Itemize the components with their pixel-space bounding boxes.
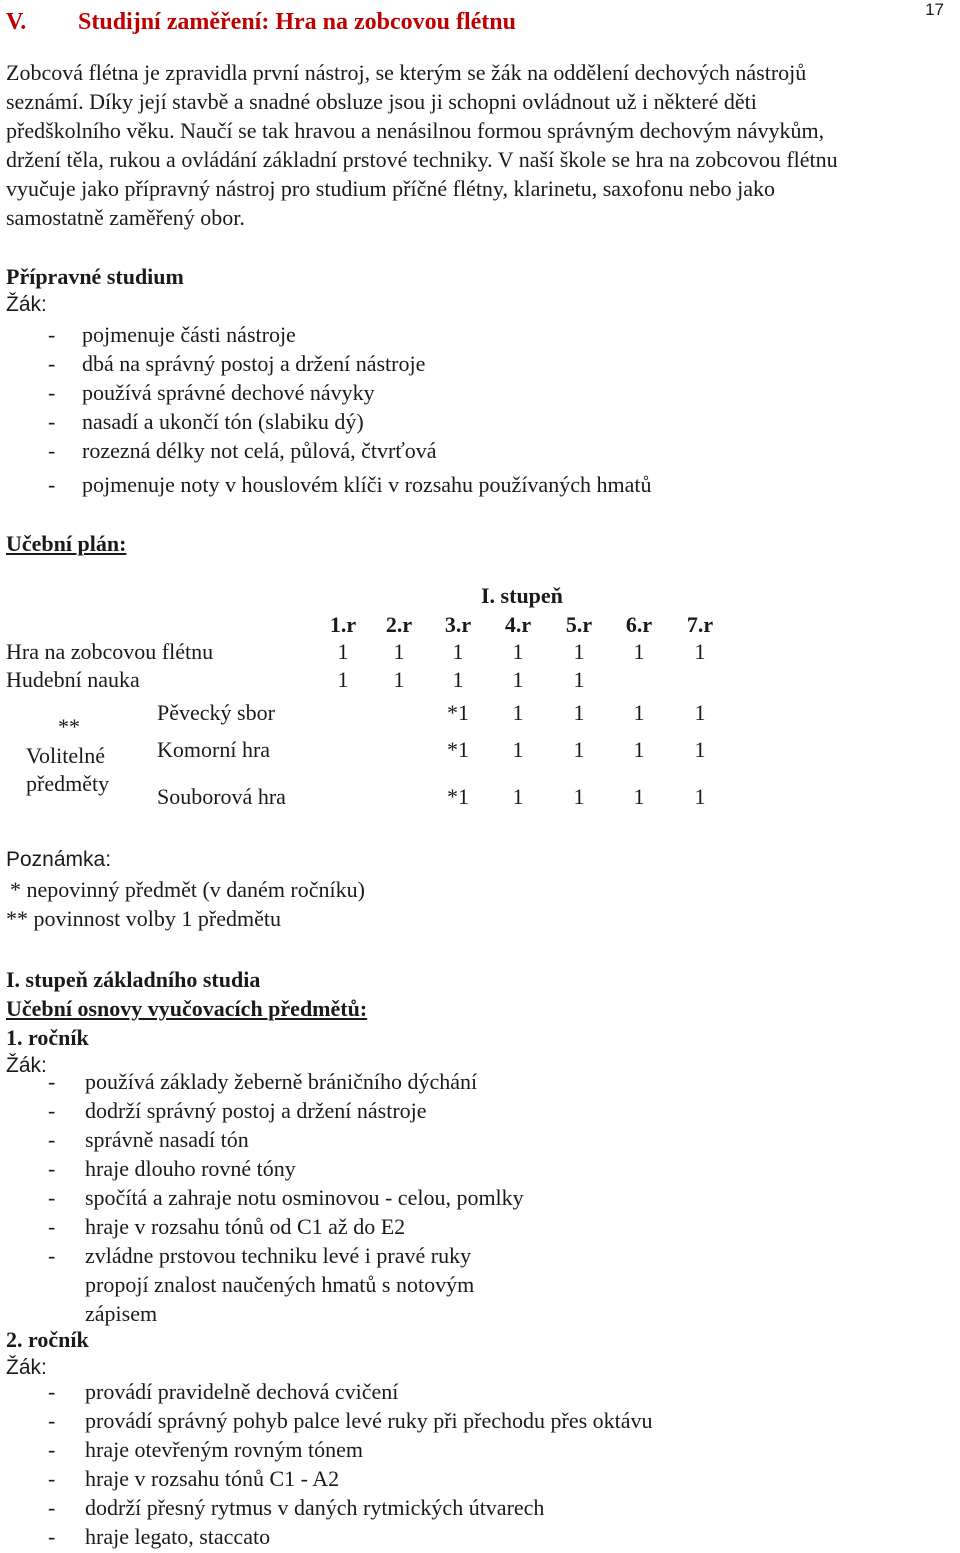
intro-line: Zobcová flétna je zpravidla první nástroj, se kterým se žák na oddělení dechových nástrojů: [6, 60, 807, 85]
elective-row-label: Souborová hra: [157, 784, 286, 809]
intro-line: seznámí. Díky její stavbě a snadné obsluze jsou ji schopni ovládnout už i některé děti: [6, 89, 757, 114]
dash: -: [48, 1466, 56, 1491]
basic-title: I. stupeň základního studia: [6, 967, 261, 992]
year-header: 5.r: [565, 612, 593, 637]
dash: -: [48, 322, 56, 347]
list-item: pojmenuje noty v houslovém klíči v rozsahu používaných hmatů: [82, 472, 652, 497]
cell: *1: [447, 737, 469, 762]
intro-line: držení těla, rukou a ovládání základní prstové techniky. V naší škole se hra na zobcovou flétnu: [6, 147, 838, 172]
intro-line: předškolního věku. Naučí se tak hravou a nenásilnou formou správným dechovým návykům,: [6, 118, 825, 143]
intro-line: samostatně zaměřený obor.: [6, 205, 245, 230]
list-item: správně nasadí tón: [85, 1127, 249, 1152]
year1-title: 1. ročník: [6, 1025, 89, 1050]
cell: 1: [512, 700, 524, 725]
row-label: Hra na zobcovou flétnu: [6, 639, 214, 664]
cell: 1: [694, 700, 706, 725]
list-item: hraje dlouho rovné tóny: [85, 1156, 296, 1181]
dash: -: [48, 438, 56, 463]
dash: -: [48, 472, 56, 497]
cell: 1: [694, 639, 706, 664]
cell: 1: [512, 784, 524, 809]
elective-marker: **: [58, 714, 80, 739]
list-item: dodrží správný postoj a držení nástroje: [85, 1098, 427, 1123]
cell: *1: [447, 700, 469, 725]
list-item: dodrží přesný rytmus v daných rytmických útvarech: [85, 1495, 545, 1520]
cell: 1: [633, 737, 645, 762]
list-item: dbá na správný postoj a držení nástroje: [82, 351, 426, 376]
list-item-continuation: zápisem: [85, 1301, 158, 1326]
plan-title: Učební plán:: [6, 531, 127, 556]
cell: 1: [573, 667, 585, 692]
list-item: hraje v rozsahu tónů C1 - A2: [85, 1466, 340, 1491]
dash: -: [48, 1408, 56, 1433]
page-number: 17: [925, 0, 944, 19]
cell: 1: [393, 639, 405, 664]
year-header: 3.r: [444, 612, 472, 637]
cell: 1: [633, 700, 645, 725]
cell: 1: [573, 700, 585, 725]
dash: -: [48, 1214, 56, 1239]
elective-label: předměty: [26, 771, 110, 796]
year1-student-label: Žák:: [6, 1054, 47, 1077]
cell: 1: [573, 737, 585, 762]
list-item: rozezná délky not celá, půlová, čtvrťová: [82, 438, 437, 463]
list-item: provádí pravidelně dechová cvičení: [85, 1379, 399, 1404]
dash: -: [48, 1185, 56, 1210]
list-item: pojmenuje části nástroje: [82, 322, 296, 347]
dash: -: [48, 351, 56, 376]
row-label: Hudební nauka: [6, 667, 140, 692]
cell: 1: [452, 667, 464, 692]
dash: -: [48, 1243, 56, 1268]
year-header: 4.r: [504, 612, 532, 637]
cell: 1: [694, 784, 706, 809]
intro-line: vyučuje jako přípravný nástroj pro studium příčné flétny, klarinetu, saxofonu nebo jako: [6, 176, 775, 201]
dash: -: [48, 1437, 56, 1462]
elective-label: Volitelné: [26, 743, 106, 768]
dash: -: [48, 1098, 56, 1123]
cell: 1: [573, 639, 585, 664]
year2-student-label: Žák:: [6, 1356, 47, 1379]
dash: -: [48, 380, 56, 405]
dash: -: [48, 409, 56, 434]
list-item: spočítá a zahraje notu osminovou - celou, pomlky: [85, 1185, 524, 1210]
list-item: hraje otevřeným rovným tónem: [85, 1437, 363, 1462]
cell: 1: [573, 784, 585, 809]
cell: 1: [512, 639, 524, 664]
list-item: hraje legato, staccato: [85, 1524, 271, 1549]
stage-label: I. stupeň: [481, 583, 563, 608]
cell: 1: [393, 667, 405, 692]
dash: -: [48, 1069, 56, 1094]
year-header: 2.r: [385, 612, 413, 637]
year2-title: 2. ročník: [6, 1327, 89, 1352]
section-number: V.: [6, 9, 27, 35]
list-item-continuation: propojí znalost naučených hmatů s notovým: [85, 1272, 475, 1297]
prep-title: Přípravné studium: [6, 264, 184, 289]
list-item: používá základy žeberně bráničního dýchání: [85, 1069, 478, 1094]
note-line: * nepovinný předmět (v daném ročníku): [10, 877, 365, 902]
dash: -: [48, 1495, 56, 1520]
year-header: 7.r: [686, 612, 714, 637]
cell: 1: [337, 639, 349, 664]
cell: 1: [512, 667, 524, 692]
cell: 1: [452, 639, 464, 664]
list-item: nasadí a ukončí tón (slabiku dý): [82, 409, 364, 434]
dash: -: [48, 1127, 56, 1152]
year-header: 1.r: [329, 612, 357, 637]
cell: 1: [694, 737, 706, 762]
cell: 1: [633, 784, 645, 809]
list-item: zvládne prstovou techniku levé i pravé ruky: [85, 1243, 472, 1268]
note-label: Poznámka:: [6, 848, 112, 871]
dash: -: [48, 1156, 56, 1181]
cell: 1: [633, 639, 645, 664]
prep-student-label: Žák:: [6, 293, 47, 316]
year-header: 6.r: [625, 612, 653, 637]
list-item: hraje v rozsahu tónů od C1 až do E2: [85, 1214, 406, 1239]
basic-subtitle: Učební osnovy vyučovacích předmětů:: [6, 996, 368, 1021]
cell: 1: [337, 667, 349, 692]
note-line: ** povinnost volby 1 předmětu: [6, 906, 281, 931]
list-item: používá správné dechové návyky: [82, 380, 375, 405]
dash: -: [48, 1524, 56, 1549]
list-item: provádí správný pohyb palce levé ruky při přechodu přes oktávu: [85, 1408, 653, 1433]
cell: *1: [447, 784, 469, 809]
elective-row-label: Pěvecký sbor: [157, 700, 275, 725]
section-title: Studijní zaměření: Hra na zobcovou flétnu: [78, 9, 516, 35]
cell: 1: [512, 737, 524, 762]
elective-row-label: Komorní hra: [157, 737, 271, 762]
dash: -: [48, 1379, 56, 1404]
